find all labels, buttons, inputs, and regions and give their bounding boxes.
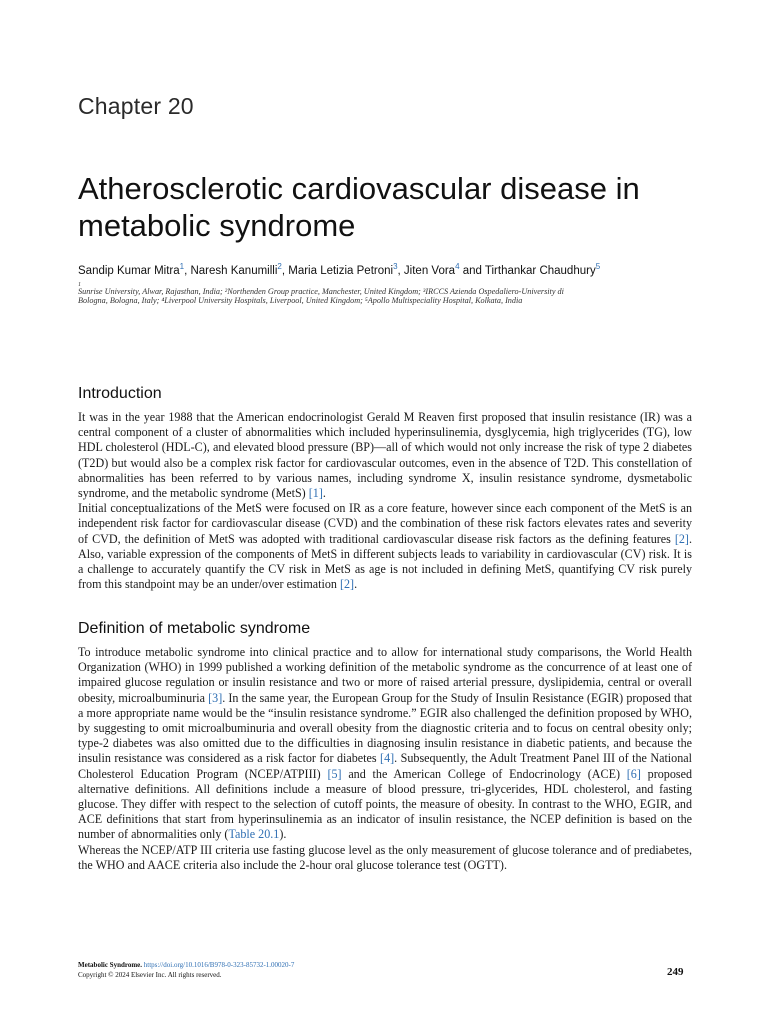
paragraph: Initial conceptualizations of the MetS were focused on IR as a core feature, however since each component of the MetS is an independent risk factor for cardiovascular disease (CVD) and the combination of these risk factors elevates rates and severity of CVD, the definition of MetS was adopted with traditional cardiovascular disease risk factors as the defining features [2]. Also, variable expression of the components of MetS in different subjects leads to variability in cardiovascular (CV) risk. It is a challenge to accurately quantify the CV risk in MetS as age is not included in defining MetS, quantifying CV risk purely from this standpoint may be an under/over estimation [2].	[78, 501, 692, 592]
citation-link[interactable]: [2]	[339, 577, 355, 592]
page-number: 249	[667, 966, 684, 978]
title-line: Atherosclerotic cardiovascular disease in	[78, 171, 640, 206]
paragraph: To introduce metabolic syndrome into clinical practice and to allow for international study comparisons, the World Health Organization (WHO) in 1999 published a working definition of the metabolic syndrome as the concurrence of at least one of impaired glucose regulation or insulin resistance and two or more of raised arterial pressure, dyslipidemia, central or overall obesity, microalbuminuria [3]. In the same year, the European Group for the Study of Insulin Resistance (EGIR) proposed that a more appropriate name would be the “insulin resistance syndrome.” EGIR also challenged the definition proposed by WHO, by suggesting to omit microalbuminuria and overall obesity from the diagnostic criteria and to focus on central obesity only; type-2 diabetes was also omitted due to the difficulties in diagnosing insulin resistance in diabetic patients, and because the insulin resistance was considered as a risk factor for diabetes [4]. Subsequently, the Adult Treatment Panel III of the National Cholesterol Education Program (NCEP/ATPIII) [5] and the American College of Endocrinology (ACE) [6] proposed alternative definitions. All definitions include a measure of blood pressure, tri-glycerides, HDL cholesterol, and fasting glucose. They differ with respect to the selection of cutoff points, the measure of obesity. In contrast to the WHO, EGIR, and ACE definitions that start from hyperinsulinemia as an indicator of insulin resistance, the NCEP definition is based on the number of abnormalities only (Table 20.1).	[78, 645, 692, 842]
page-footer	[78, 960, 294, 980]
section-heading-introduction: Introduction	[78, 385, 162, 402]
citation-link[interactable]: [6]	[626, 766, 641, 781]
author-list: Sandip Kumar Mitra$^1$, Naresh Kanumilli$^2$, Maria Letizia Petroni$^3$, Jiten Vora$^4$ and Tirthankar Chaudhury$^5$	[78, 262, 601, 277]
author-name: Tirthankar Chaudhury	[484, 264, 596, 277]
paragraph: It was in the year 1988 that the American endocrinologist Gerald M Reaven first proposed that insulin resistance (IR) was a central component of a cluster of abnormalities which included hyperinsulinemia, dysglycemia, high triglycerides (TG), low HDL cholesterol (HDL-C), and elevated blood pressure (BP)—all of which would not only increase the risk of type 2 diabetes (T2D) but would also be a complex risk factor for cardiovascular outcomes, even in the absence of T2D. This constellation of abnormalities has been referred to by various names, including syndrome X, insulin resistance syndrome, dysmetabolic syndrome, and the metabolic syndrome (MetS) [1].	[78, 410, 692, 501]
definition-body	[78, 645, 692, 873]
introduction-body	[78, 410, 692, 592]
citation-link[interactable]: [4]	[380, 751, 395, 766]
affiliation-marker: 1	[78, 282, 81, 288]
citation-link[interactable]: [3]	[208, 690, 223, 705]
doi-link[interactable]: https://doi.org/10.1016/B978-0-323-85732-1.00020-7	[143, 961, 295, 969]
author-name: Naresh Kanumilli	[190, 264, 278, 277]
journal-name: Metabolic Syndrome.	[78, 961, 143, 969]
author-affiliation-ref[interactable]: 3	[393, 262, 398, 271]
copyright-notice: Copyright © 2024 Elsevier Inc. All rights reserved.	[78, 971, 222, 979]
affiliation-line: Bologna, Bologna, Italy; ⁴Liverpool University Hospitals, Liverpool, United Kingdom; ⁵Apollo Multispeciality Hospital, Kolkata, India	[78, 295, 523, 305]
author-name: Maria Letizia Petroni	[288, 264, 394, 277]
author-affiliation-ref[interactable]: 5	[595, 262, 601, 271]
citation-link[interactable]: [2]	[674, 531, 689, 546]
author-name: Jiten Vora	[403, 264, 456, 277]
author-affiliation-ref[interactable]: 4	[455, 262, 460, 271]
chapter-title	[78, 170, 698, 244]
paragraph: Whereas the NCEP/ATP III criteria use fasting glucose level as the only measurement of glucose tolerance and of prediabetes, the WHO and AACE criteria also include the 2-hour oral glucose tolerance test (OGTT).	[78, 842, 692, 872]
citation-link[interactable]: [1]	[308, 486, 323, 501]
section-heading-definition: Definition of metabolic syndrome	[78, 620, 311, 637]
table-link[interactable]: Table 20.1	[228, 827, 280, 842]
author-name: Sandip Kumar Mitra	[78, 264, 180, 277]
citation-link[interactable]: [5]	[327, 766, 342, 781]
author-affiliation-ref[interactable]: 2	[277, 262, 282, 271]
chapter-label: Chapter 20	[78, 93, 194, 119]
affiliations	[78, 282, 698, 305]
title-line: metabolic syndrome	[78, 208, 356, 243]
affiliation-line: Sunrise University, Alwar, Rajasthan, India; ²Northenden Group practice, Manchester, United Kingdom; ³IRCCS Azienda Ospedaliero-University di	[78, 287, 564, 296]
author-affiliation-ref[interactable]: 1	[179, 262, 185, 271]
